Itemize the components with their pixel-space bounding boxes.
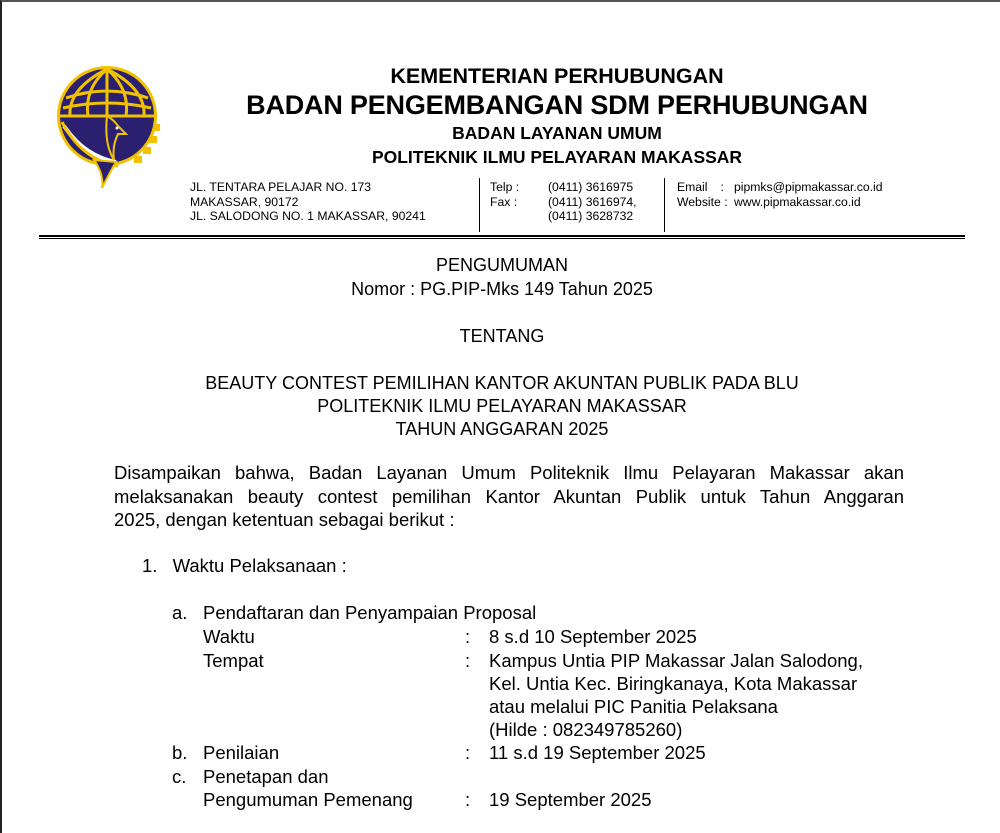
- waktu-label: Waktu: [203, 626, 255, 647]
- tempat-line: Kampus Untia PIP Makassar Jalan Salodong,: [489, 650, 863, 671]
- colon: :: [465, 626, 471, 647]
- schedule-a-title: Pendaftaran dan Penyampaian Proposal: [203, 602, 537, 623]
- waktu-value: 8 s.d 10 September 2025: [489, 626, 697, 647]
- announcement-title: PENGUMUMAN: [435, 255, 568, 275]
- email-link[interactable]: pipmks@pipmakassar.co.id: [734, 180, 883, 194]
- letterhead-rule: [39, 235, 965, 237]
- penetapan-label: Penetapan dan: [203, 766, 329, 787]
- intro-line: 2025, dengan ketentuan sebagai berikut :: [114, 509, 455, 530]
- address-line: MAKASSAR, 90172: [190, 194, 299, 209]
- address-line: JL. SALODONG NO. 1 MAKASSAR, 90241: [190, 209, 426, 223]
- tempat-label: Tempat: [203, 650, 264, 671]
- pengumuman-label: Pengumuman Pemenang: [203, 789, 413, 810]
- schedule-letter: a.: [172, 602, 188, 623]
- email-label: Email :: [677, 180, 724, 194]
- divider: [664, 178, 665, 232]
- item-number: 1.: [142, 555, 158, 576]
- website-label: Website :: [677, 194, 728, 209]
- list-item-1: [142, 555, 347, 577]
- penilaian-value: 11 s.d 19 September 2025: [489, 742, 706, 763]
- subject-line: TAHUN ANGGARAN 2025: [395, 419, 609, 439]
- item-label: Waktu Pelaksanaan :: [172, 555, 347, 576]
- agency-name: BADAN PENGEMBANGAN SDM PERHUBUNGAN: [246, 90, 868, 120]
- letterhead-rule: [39, 238, 965, 239]
- subject-line: BEAUTY CONTEST PEMILIHAN KANTOR AKUNTAN PUBLIK PADA BLU: [205, 373, 799, 393]
- tempat-line: atau melalui PIC Panitia Pelaksana: [489, 696, 778, 717]
- institution-name: POLITEKNIK ILMU PELAYARAN MAKASSAR: [371, 147, 743, 167]
- penilaian-label: Penilaian: [203, 742, 280, 763]
- schedule-letter: b.: [172, 742, 188, 763]
- address-block: [190, 180, 426, 224]
- fax-label: Fax :: [490, 194, 518, 209]
- website-link[interactable]: www.pipmakassar.co.id: [734, 194, 861, 209]
- about-label: TENTANG: [459, 326, 545, 346]
- fax-value: (0411) 3628732: [548, 209, 634, 223]
- colon: :: [465, 742, 471, 763]
- pengumuman-value: 19 September 2025: [489, 789, 652, 810]
- divider: [479, 178, 480, 232]
- announcement-number: Nomor : PG.PIP-Mks 149 Tahun 2025: [351, 279, 653, 299]
- intro-paragraph: [114, 461, 904, 532]
- colon: :: [465, 789, 471, 810]
- colon: :: [465, 650, 471, 671]
- tempat-line: (Hilde : 082349785260): [489, 719, 683, 740]
- ministry-name: KEMENTERIAN PERHUBUNGAN: [390, 64, 724, 88]
- tempat-line: Kel. Untia Kec. Biringkanaya, Kota Makassar: [489, 673, 858, 694]
- phone-block: [490, 180, 637, 224]
- schedule-letter: c.: [172, 766, 187, 787]
- address-line: JL. TENTARA PELAJAR NO. 173: [190, 180, 372, 194]
- telp-label: Telp :: [490, 180, 520, 194]
- intro-line: Disampaikan bahwa, Badan Layanan Umum Politeknik Ilmu Pelayaran Makassar akan: [114, 462, 904, 483]
- telp-value: (0411) 3616975: [548, 180, 634, 194]
- intro-line: melaksanakan beauty contest pemilihan Kantor Akuntan Publik untuk Tahun Anggaran: [114, 485, 904, 507]
- fax-value: (0411) 3616974,: [548, 194, 637, 209]
- contact-block: [677, 180, 883, 209]
- subject-line: POLITEKNIK ILMU PELAYARAN MAKASSAR: [317, 396, 687, 416]
- blu-name: BADAN LAYANAN UMUM: [452, 123, 662, 143]
